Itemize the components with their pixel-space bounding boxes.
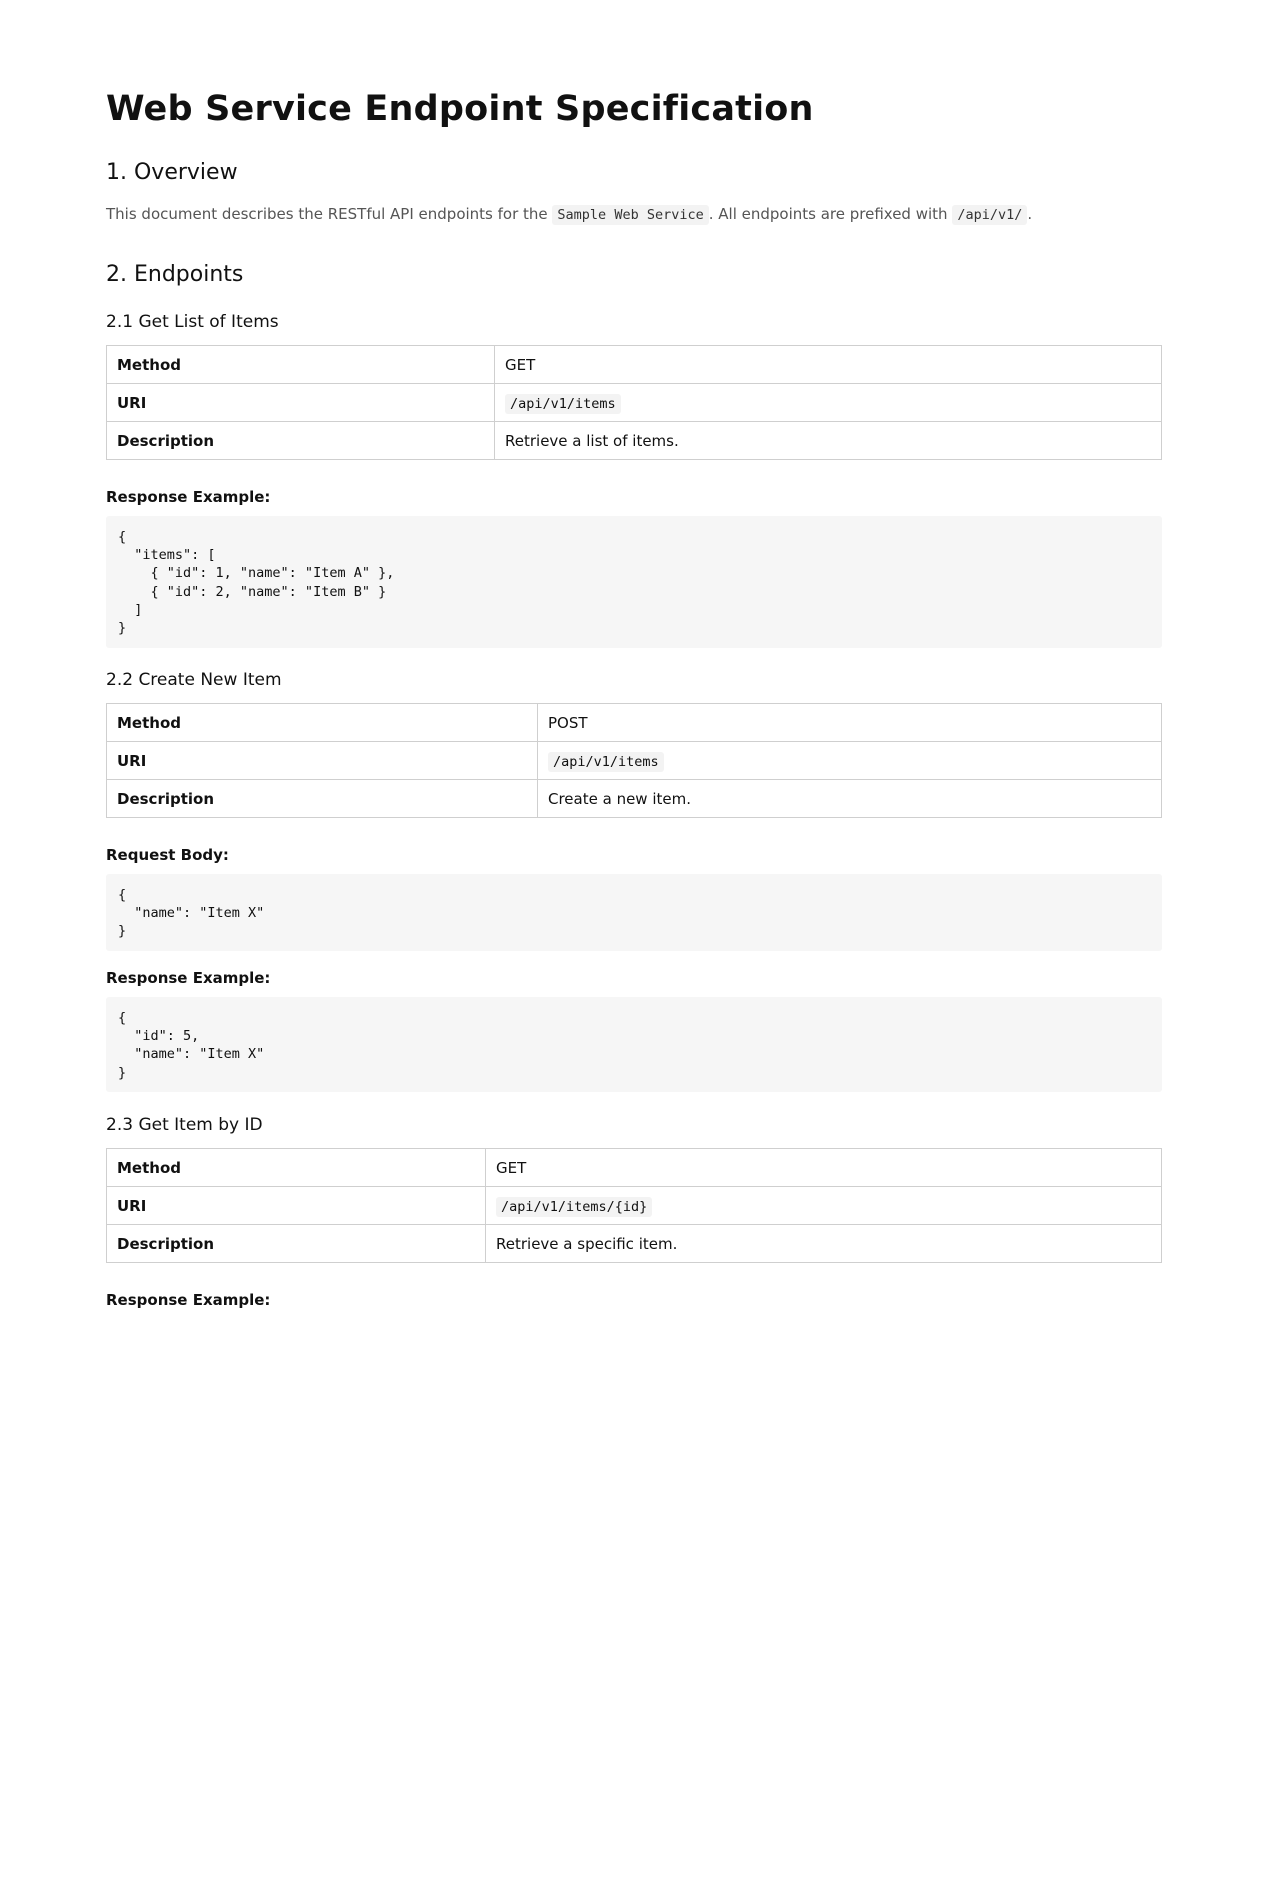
- create-item-request-code: { "name": "Item X" }: [106, 874, 1162, 951]
- table-row: [107, 346, 1162, 384]
- overview-text-middle: . All endpoints are prefixed with: [708, 205, 953, 223]
- description-value: Retrieve a list of items.: [495, 422, 1162, 460]
- table-row: [107, 704, 1162, 742]
- create-item-request-label: Request Body:: [106, 846, 229, 864]
- list-items-response-code: { "items": [ { "id": 1, "name": "Item A" }, { "id": 2, "name": "Item B" } ] }: [106, 516, 1162, 648]
- uri-label: URI: [107, 742, 538, 780]
- method-label: Method: [107, 704, 538, 742]
- description-value: Create a new item.: [538, 780, 1162, 818]
- uri-code: /api/v1/items/{id}: [496, 1197, 652, 1217]
- create-item-table: [106, 703, 1162, 818]
- method-label: Method: [107, 346, 495, 384]
- overview-text-before: This document describes the RESTful API endpoints for the: [106, 205, 553, 223]
- description-label: Description: [107, 780, 538, 818]
- table-row: [107, 1225, 1162, 1263]
- uri-value: [495, 384, 1162, 422]
- get-item-response-label: Response Example:: [106, 1291, 271, 1309]
- uri-value: [538, 742, 1162, 780]
- endpoints-heading: 2. Endpoints: [106, 262, 244, 287]
- table-row: [107, 1149, 1162, 1187]
- method-label: Method: [107, 1149, 486, 1187]
- create-item-response-code: { "id": 5, "name": "Item X" }: [106, 997, 1162, 1092]
- list-items-response-label: Response Example:: [106, 488, 271, 506]
- uri-value: [486, 1187, 1162, 1225]
- description-label: Description: [107, 1225, 486, 1263]
- get-item-table: [106, 1148, 1162, 1263]
- overview-paragraph: [106, 202, 1032, 227]
- table-row: [107, 422, 1162, 460]
- list-items-table: [106, 345, 1162, 460]
- service-name-code: Sample Web Service: [552, 205, 708, 225]
- uri-label: URI: [107, 384, 495, 422]
- list-items-heading: 2.1 Get List of Items: [106, 312, 279, 332]
- table-row: [107, 384, 1162, 422]
- table-row: [107, 780, 1162, 818]
- page-title: Web Service Endpoint Specification: [106, 89, 814, 129]
- create-item-response-label: Response Example:: [106, 969, 271, 987]
- overview-text-after: .: [1027, 205, 1033, 223]
- method-value: GET: [486, 1149, 1162, 1187]
- description-value: Retrieve a specific item.: [486, 1225, 1162, 1263]
- get-item-heading: 2.3 Get Item by ID: [106, 1115, 263, 1135]
- uri-label: URI: [107, 1187, 486, 1225]
- description-label: Description: [107, 422, 495, 460]
- uri-code: /api/v1/items: [505, 394, 621, 414]
- table-row: [107, 742, 1162, 780]
- create-item-heading: 2.2 Create New Item: [106, 670, 282, 690]
- prefix-code: /api/v1/: [952, 205, 1027, 225]
- uri-code: /api/v1/items: [548, 752, 664, 772]
- method-value: GET: [495, 346, 1162, 384]
- table-row: [107, 1187, 1162, 1225]
- method-value: POST: [538, 704, 1162, 742]
- overview-heading: 1. Overview: [106, 160, 238, 185]
